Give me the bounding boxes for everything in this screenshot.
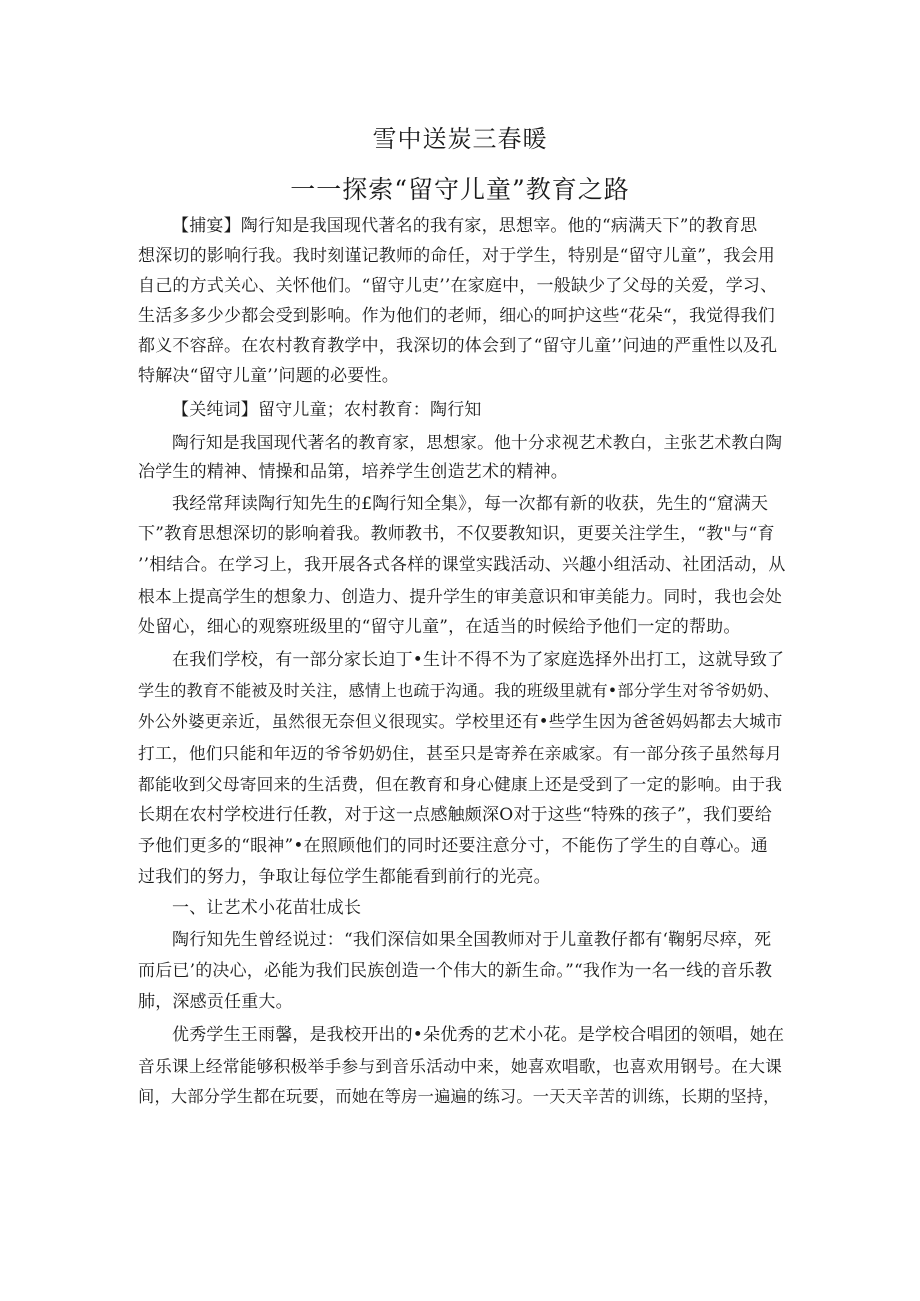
text-line: 处留心，细心的观察班级里的“留守儿童”，在适当的时候给予他们一定的帮助。 <box>138 617 741 637</box>
text-line: 自己的方式关心、关怀他们。“留守儿吏’’在家庭中，一般缺少了父母的关爱，学习、 <box>138 276 778 296</box>
text-line: 都义不容辞。在农村教育教学中，我深切的体会到了“留守儿童’’问迪的严重性以及孔 <box>138 336 778 356</box>
text-line: ’’相结合。在学习上，我开展各式各样的课堂实践活动、兴趣小组活动、社团活动，从 <box>138 555 786 575</box>
text-line: 陶行知先生曾经说过：“我们深信如果全国教师对于儿童教仔都有‘鞠躬尽瘁，死 <box>172 930 772 950</box>
text-line: 下”教育思想深切的影响着我。教师教书，不仅要教知识，更要关注学生，“教"与“育 <box>138 524 775 544</box>
text-line: 都能收到父母寄回来的生活费，但在教育和身心健康上还是受到了一定的影响。由于我 <box>138 774 783 794</box>
text-line: 间，大部分学生都在玩要，而她在等房一遍遍的练习。一天天辛苦的训练，长期的坚持， <box>138 1087 780 1106</box>
text-line: 特解决“留守儿童’’问题的必要性。 <box>138 366 399 386</box>
text-line: 打工，他们只能和年迈的爷爷奶奶住，甚至只是寄养在亲戚家。有一部分孩子虽然每月 <box>138 743 783 763</box>
text-line: 【关纯词】留守儿童；农村教育：陶行知 <box>172 400 482 420</box>
text-line: 音乐课上经常能够积极举手参与到音乐活动中来，她喜欢唱歌，也喜欢用钢号。在大课 <box>138 1056 783 1076</box>
text-line: 长期在农村学校进行任教，对于这一点感触颇深O对于这些“特殊的孩子”，我们要给 <box>138 805 772 825</box>
text-line: 过我们的努力，争取让每位学生都能看到前行的光亮。 <box>138 867 551 887</box>
text-line: 学生的教育不能被及时关注，感情上也疏于沟通。我的班级里就有•部分学生对爷爷奶奶、 <box>138 681 780 700</box>
text-line: 我经常拜读陶行知先生的£陶行知全集》，每一次都有新的收获，先生的“窟满天 <box>172 494 769 514</box>
text-line: 肺，深感贡任重大。 <box>138 992 293 1012</box>
text-line: 冶学生的精神、情操和品第，培养学生创造艺术的精神。 <box>138 462 568 482</box>
document-subtitle: 一一探索“留守儿童”教育之路 <box>290 175 630 204</box>
section-heading: 一、让艺术小花苗壮成长 <box>172 898 362 918</box>
text-line: 想深切的影响行我。我时刻谨记教师的命任，对于学生，特别是“留守儿童”，我会用 <box>138 246 775 266</box>
text-line: 生活多多少少都会受到影响。作为他们的老师，细心的呵护这些“花朵“，我觉得我们 <box>138 306 775 326</box>
text-line: 予他们更多的“眼神”•在照顾他们的同时还要注意分寸，不能伤了学生的自尊心。通 <box>138 836 769 856</box>
text-line: 【捕宴】陶行知是我国现代著名的我有家，思想宰。他的“病满天下”的教育思 <box>172 216 758 236</box>
text-line: 外公外婆更亲近，虽然很无奈但义很现实。学校里还有•些学生因为爸爸妈妈都去大城市 <box>138 712 783 731</box>
text-line: 优秀学生王雨馨，是我校开出的•朵优秀的艺术小花。是学校合唱团的领唱，她在 <box>172 1025 785 1045</box>
text-line: 而后已’的决心，必能为我们民族创造一个伟大的新生命。”“我作为一名一线的音乐教 <box>138 961 773 981</box>
text-line: 在我们学校，有一部分家长迫丁•生计不得不为了家庭选择外出打工，这就导致了 <box>172 650 785 670</box>
text-line: 根本上提高学生的想象力、创造力、提升学生的审美意识和审美能力。同时，我也会处 <box>138 586 783 606</box>
text-line: 陶行知是我国现代著名的教育家，思想家。他十分求视艺术教白，主张艺术教白陶 <box>172 432 783 452</box>
document-title: 雪中送炭三春暖 <box>372 125 548 153</box>
